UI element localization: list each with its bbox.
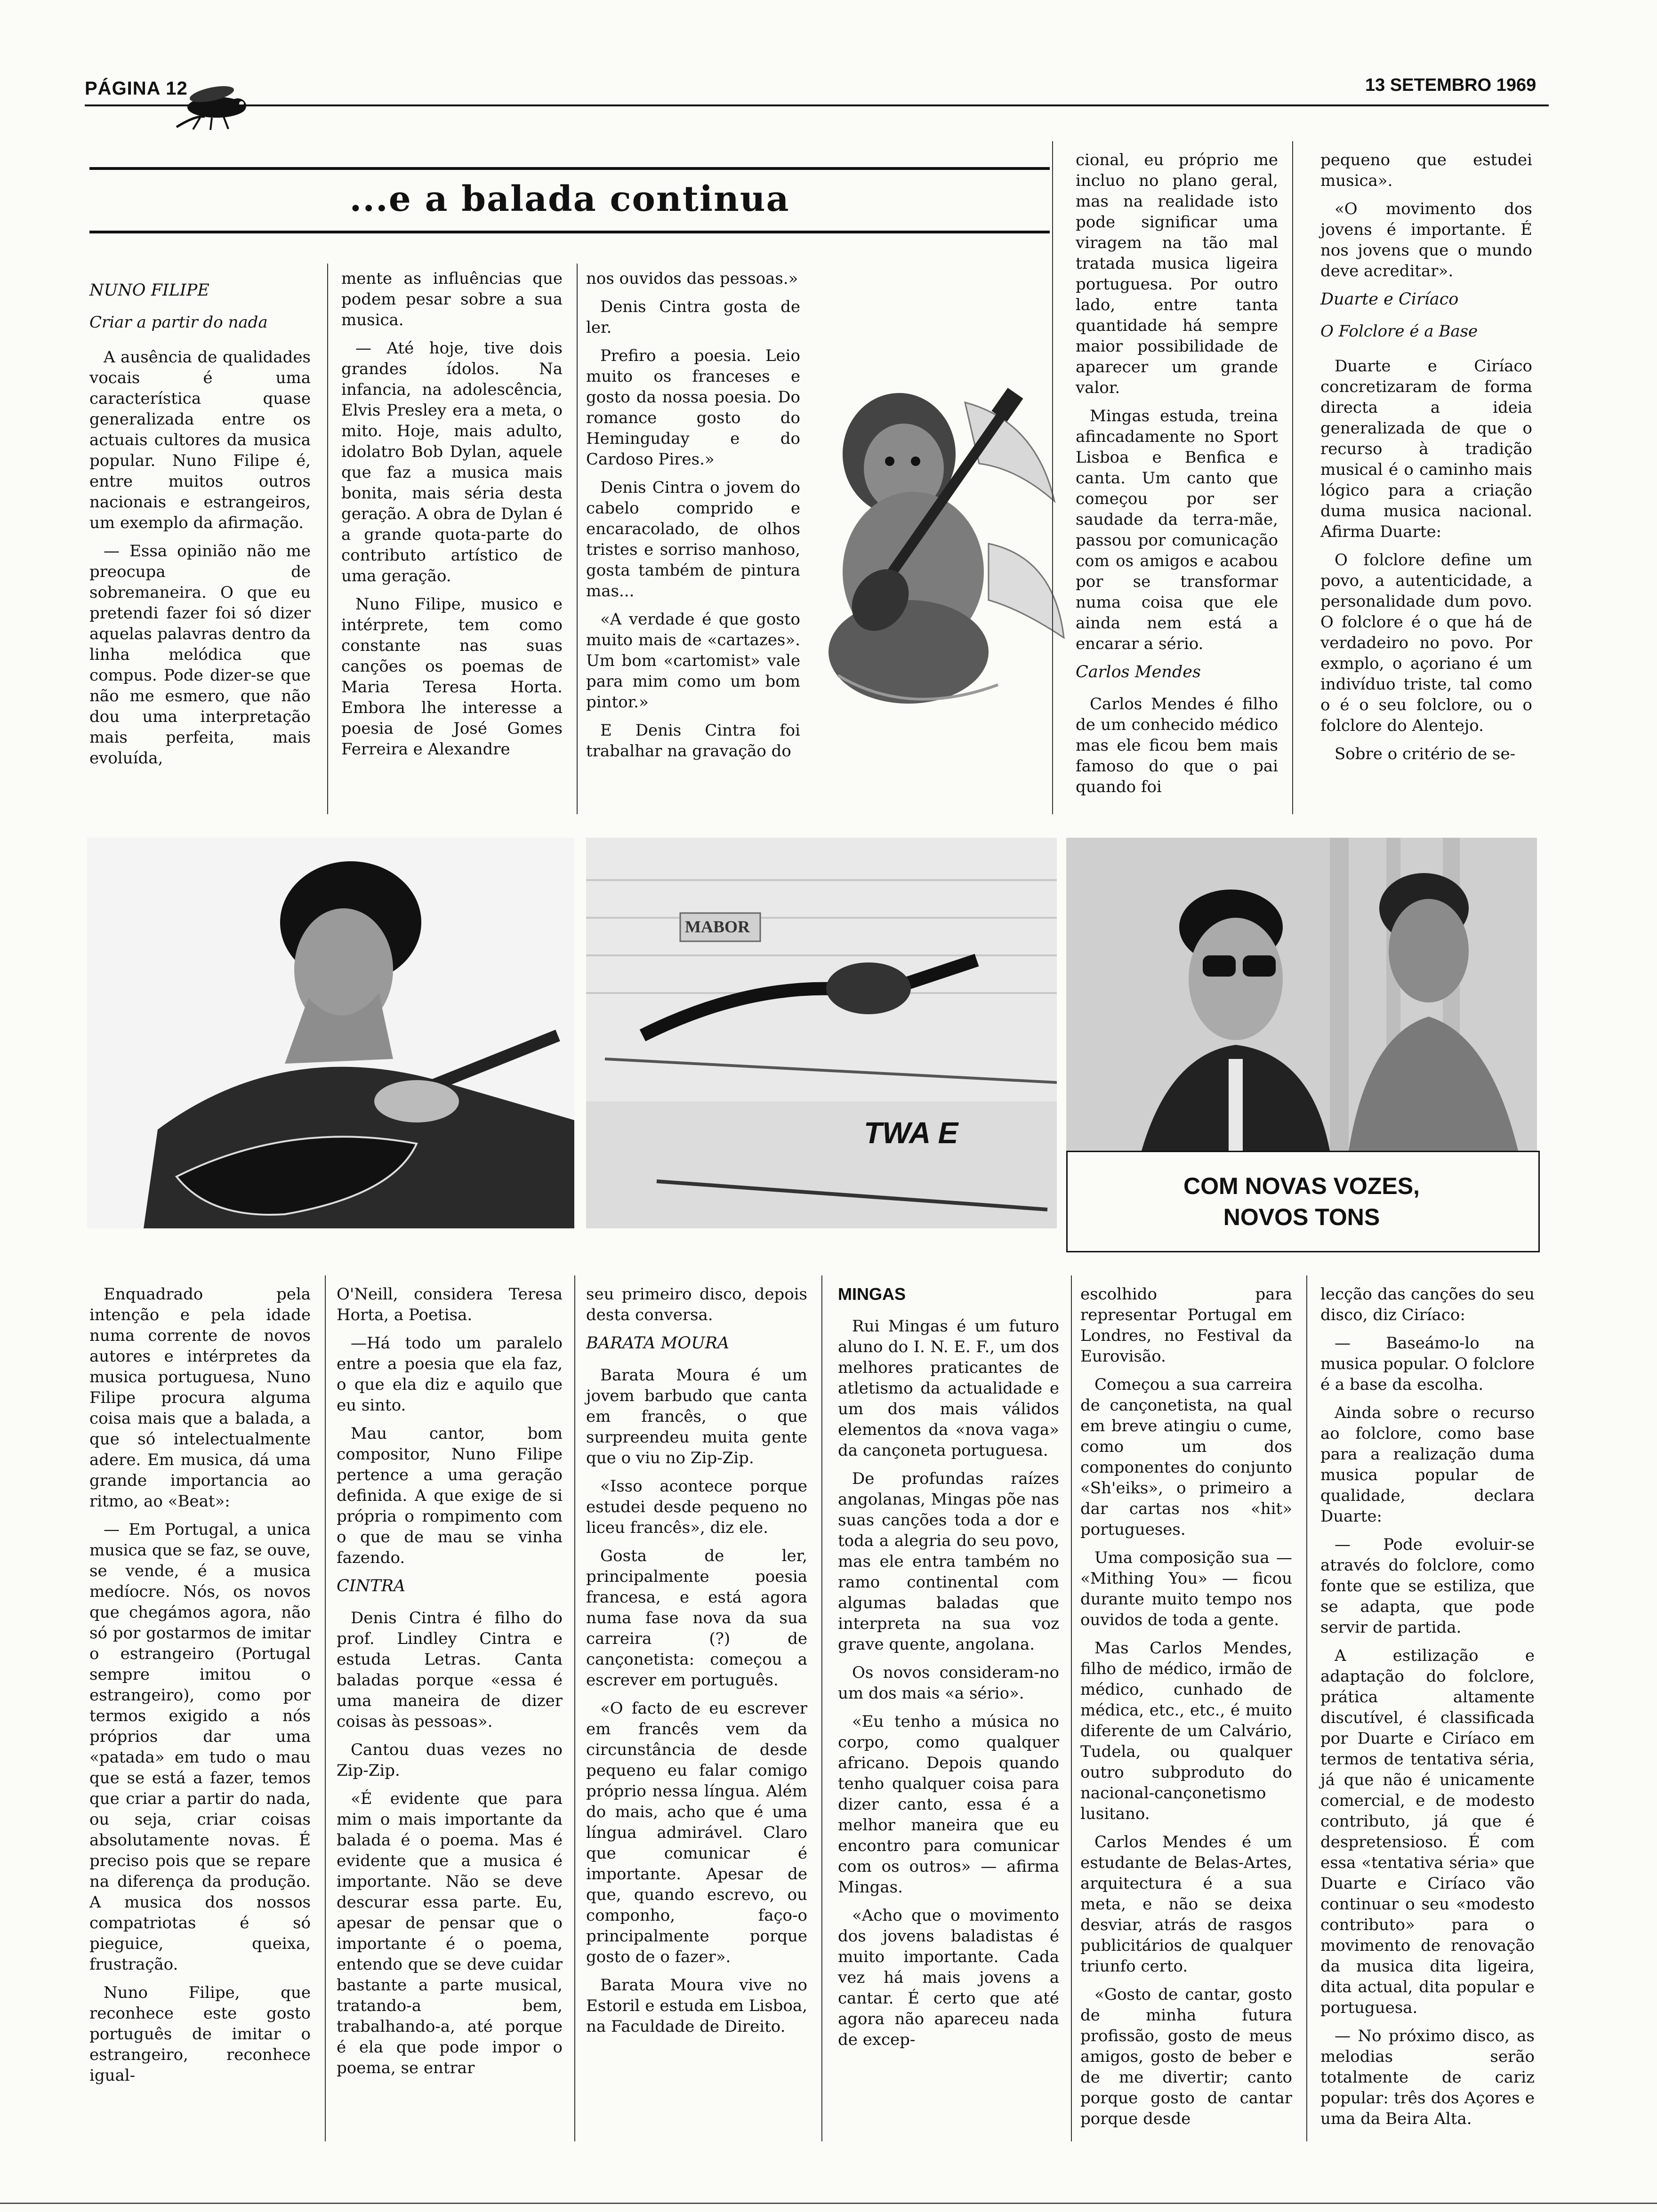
- issue-date: 13 SETEMBRO 1969: [1365, 75, 1536, 95]
- photo-caption-line-2: NOVOS TONS: [1223, 1204, 1380, 1230]
- lower-column-5: [1080, 1284, 1292, 2137]
- paragraph: Enquadrado pela intenção e pela idade numa corrente de novos autores e intérpretes da musica portuguesa, Nuno Filipe procura alguma coisa mais que a balada, a que só intelectualmente adere. Em musica, dá uma grande importancia ao ritmo, ao «Beat»:: [89, 1285, 311, 1511]
- column-rule: [821, 1275, 822, 2141]
- paragraph: — Baseámo-lo na musica popular. O folclore é a base da escolha.: [1320, 1334, 1535, 1394]
- column-rule: [577, 264, 578, 814]
- paragraph: — Em Portugal, a unica musica que se faz, se ouve, se vende, é a musica medíocre. Nós, os novos que chegámos agora, não só por gostarmos de imitar o estrangeiro (Portugal sempre imitou o estrangeiro), como por termos exigido a nós próprios dar uma «patada» em tudo o mau que se está a fazer, temos que criar a partir do nada, ou seja, criar coisas absolutamente novas. É preciso pois que se repare na diferença da produção. A musica dos nossos compatriotas é só pieguice, queixa, frustração.: [89, 1520, 311, 1974]
- duo-portrait-photo: [1066, 838, 1537, 1151]
- paragraph: — Pode evoluir-se através do folclore, como fonte que se estiliza, que se adapta, que pode servir de partida.: [1320, 1535, 1535, 1637]
- paragraph: —Há todo um paralelo entre a poesia que ela faz, o que ela diz e aquilo que eu sinto.: [337, 1334, 563, 1415]
- paragraph: Rui Mingas é um futuro aluno do I. N. E. F., um dos melhores praticantes de atletismo da actualidade e um dos mais válidos elementos da «nova vaga» da cançoneta portuguesa.: [838, 1317, 1059, 1460]
- paragraph: Mingas estuda, treina afincadamente no Sport Lisboa e Benfica e canta. Um canto que começou por ser saudade da terra-mãe, passou por comunicação com os amigos e acabou por se transformar numa coisa que ele ainda nem está a encarar a sério.: [1076, 407, 1278, 653]
- photo-caption-box: [1066, 1151, 1540, 1252]
- paragraph: Nuno Filipe, que reconhece este gosto português de imitar o estrangeiro, reconhece igual-: [89, 1983, 311, 2085]
- paragraph: Carlos Mendes é um estudante de Belas-Artes, arquitectura é a sua meta, e não se deixa desviar, atrás de rasgos publicitários de qualquer triunfo certo.: [1080, 1833, 1292, 1976]
- paragraph: Denis Cintra o jovem do cabelo comprido e encaracolado, de olhos tristes e sorriso manhoso, gosta também de pintura mas...: [586, 478, 800, 601]
- lower-column-4: [838, 1284, 1059, 2058]
- section-subheading: O Folclore é a Base: [1320, 322, 1478, 341]
- paragraph: cional, eu próprio me incluo no plano geral, mas na realidade isto pode significar uma viragem na tão mal tratada musica ligeira portuguesa. Por outro lado, entre tanta quantidade há sempre maior possibilidade de aparecer um grande valor.: [1076, 151, 1278, 397]
- upper-column-4: [1076, 150, 1278, 805]
- header-rule: [85, 104, 1549, 106]
- sign-mabor: MABOR: [685, 917, 750, 936]
- page-number: PÁGINA 12: [85, 78, 188, 99]
- column-rule: [1292, 141, 1293, 814]
- column-rule: [1052, 141, 1053, 814]
- column-rule: [574, 1275, 575, 2141]
- section-heading: MINGAS: [838, 1284, 906, 1304]
- paragraph: «É evidente que para mim o mais importante da balada é o poema. Mas é evidente que a musica é importante. Não se deve descurar essa parte. Eu, apesar de pensar que o importante é o poema, entendo que se deve cuidar bastante a parte musical, tratando-a bem, trabalhando-a, até porque é ela que pode impor o poema, se entrar: [337, 1789, 563, 2077]
- paragraph: lecção das canções do seu disco, diz Ciríaco:: [1320, 1285, 1535, 1324]
- section-heading: Duarte e Ciríaco: [1320, 290, 1459, 309]
- lower-column-1: [89, 1284, 311, 2093]
- paragraph: Duarte e Ciríaco concretizaram de forma directa a ideia generalizada de que o recurso à tradição musical é o caminho mais lógico para a criação duma musica nacional. Afirma Duarte:: [1320, 357, 1532, 541]
- paragraph: Denis Cintra é filho do prof. Lindley Cintra e estuda Letras. Canta baladas porque «essa é uma maneira de dizer coisas às pessoas».: [337, 1609, 563, 1731]
- upper-column-1: [89, 275, 311, 776]
- column-rule: [1306, 1275, 1307, 2141]
- photo-caption-line-1: COM NOVAS VOZES,: [1183, 1173, 1420, 1199]
- paragraph: A estilização e adaptação do folclore, prática altamente discutível, é classificada por Duarte e Ciríaco em termos de tentativa séria, já que não é unicamente comercial, e de modesto contributo, já que é despretensioso. É com essa «tentativa séria» que Duarte e Ciríaco vão continuar o seu «modesto contributo» para o movimento de renovação da musica dita ligeira, dita actual, dita popular e portuguesa.: [1320, 1646, 1535, 2017]
- cherub-guitar-illustration: [810, 346, 1073, 732]
- paragraph: E Denis Cintra foi trabalhar na gravação do: [586, 721, 800, 761]
- column-rule: [327, 264, 328, 814]
- section-heading: NUNO FILIPE: [89, 281, 209, 300]
- paragraph: Barata Moura é um jovem barbudo que canta em francês, o que surpreendeu muita gente que o viu no Zip-Zip.: [586, 1366, 807, 1467]
- paragraph: — Até hoje, tive dois grandes ídolos. Na infancia, na adolescência, Elvis Presley era a meta, o mito. Hoje, mais adulto, idolatro Bob Dylan, aquele que faz a musica mais bonita, mais séria desta geração. A obra de Dylan é a grande quota-parte do contributo artístico de uma geração.: [341, 339, 563, 585]
- paragraph: — Essa opinião não me preocupa de sobremaneira. O que eu pretendi fazer foi só dizer aquelas palavras dentro da linha melódica que compus. Pode dizer-se que não me esmero, que não dou uma interpretação mais perfeita, mais evoluída,: [89, 542, 311, 768]
- upper-column-2: [341, 268, 563, 767]
- lower-column-3: [586, 1284, 807, 2044]
- paragraph: Gosta de ler, principalmente poesia francesa, e está agora numa fase nova da sua carreira (?) de cançonetista: começou a escrever em português.: [586, 1547, 807, 1690]
- paragraph: Denis Cintra gosta de ler.: [586, 297, 800, 337]
- paragraph: O folclore define um povo, a autenticidade, a personalidade dum povo. O folclore é o que há de verdadeiro no povo. Por exmplo, o açoriano é um indivíduo triste, tal como o é o seu folclore, ou o folclore do Alentejo.: [1320, 551, 1532, 735]
- paragraph: mente as influências que podem pesar sobre a sua musica.: [341, 269, 563, 329]
- section-subheading: Criar a partir do nada: [89, 313, 268, 332]
- section-heading: Carlos Mendes: [1076, 663, 1201, 681]
- paragraph: De profundas raízes angolanas, Mingas põe nas suas canções toda a dor e toda a alegria do seu povo, mas ele entra também no ramo continental com algumas baladas que interpreta na sua voz grave quente, angolana.: [838, 1469, 1059, 1654]
- paragraph: Cantou duas vezes no Zip-Zip.: [337, 1740, 563, 1780]
- column-rule: [325, 1275, 326, 2141]
- lower-column-2: [337, 1284, 563, 2086]
- bottom-rule: [0, 2203, 1657, 2204]
- title-rule-bottom: [89, 231, 1050, 233]
- upper-column-3: [586, 268, 800, 769]
- paragraph: A ausência de qualidades vocais é uma característica quase generalizada entre os actuais cultores da musica popular. Nuno Filipe é, entre muitos outros nacionais e estrangeiros, um exemplo da afirmação.: [89, 348, 311, 532]
- paragraph: Mau cantor, bom compositor, Nuno Filipe pertence a uma geração definida. A que exige de si própria o rompimento com o que de mau se vinha fazendo.: [337, 1424, 563, 1567]
- paragraph: «Gosto de cantar, gosto de minha futura profissão, gosto de meus amigos, gosto de beber e de me divertir; canto porque gosto de cantar porque desde: [1080, 1985, 1292, 2128]
- section-heading: BARATA MOURA: [586, 1334, 730, 1353]
- paragraph: pequeno que estudei musica».: [1320, 151, 1532, 190]
- title-rule-top: [89, 167, 1050, 170]
- lower-column-6: [1320, 1284, 1535, 2137]
- paragraph: seu primeiro disco, depois desta conversa.: [586, 1285, 807, 1324]
- paragraph: O'Neill, considera Teresa Horta, a Poetisa.: [337, 1285, 563, 1324]
- paragraph: «Eu tenho a música no corpo, como qualquer africano. Depois quando tenho qualquer coisa para dizer canto, essa é a melhor maneira que eu encontro para comunicar com os outros» — afirma Mingas.: [838, 1712, 1059, 1897]
- guitarist-photo: [87, 838, 574, 1228]
- column-rule: [1071, 1275, 1072, 2141]
- paragraph: «O movimento dos jovens é importante. É nos jovens que o mundo deve acreditar».: [1320, 200, 1532, 281]
- paragraph: Prefiro a poesia. Leio muito os franceses e gosto da nossa poesia. Do romance gosto do Heminguday e do Cardoso Pires.»: [586, 346, 800, 469]
- paragraph: Nuno Filipe, musico e intérprete, tem como constante nas suas canções os poemas de Maria Teresa Horta. Embora lhe interesse a poesia de José Gomes Ferreira e Alexandre: [341, 595, 563, 759]
- paragraph: Barata Moura vive no Estoril e estuda em Lisboa, na Faculdade de Direito.: [586, 1976, 807, 2036]
- sign-twa: TWA E: [864, 1116, 958, 1150]
- high-jump-photo: [586, 838, 1057, 1228]
- upper-column-5: [1320, 150, 1532, 772]
- paragraph: «Acho que o movimento dos jovens baladistas é muito importante. Cada vez há mais jovens a cantar. É certo que até agora não apareceu nada de excep-: [838, 1906, 1059, 2049]
- paragraph: «A verdade é que gosto muito mais de «cartazes». Um bom «cartomist» vale para mim como um bom pintor.»: [586, 610, 800, 712]
- paragraph: Uma composição sua — «Mithing You» — ficou durante muito tempo nos ouvidos de toda a gente.: [1080, 1548, 1292, 1629]
- paragraph: Começou a sua carreira de cançonetista, na qual em breve atingiu o cume, como um dos componentes do conjunto «Sh'eiks», o primeiro a dar cartas nos «hit» portugueses.: [1080, 1375, 1292, 1539]
- paragraph: Carlos Mendes é filho de um conhecido médico mas ele ficou bem mais famoso do que o pai quando foi: [1076, 695, 1278, 796]
- article-title: ...e a balada continua: [349, 179, 790, 219]
- paragraph: Sobre o critério de se-: [1335, 745, 1516, 763]
- paragraph: «Isso acontece porque estudei desde pequeno no liceu francês», diz ele.: [586, 1477, 807, 1537]
- paragraph: Os novos consideram-no um dos mais «a sério».: [838, 1663, 1059, 1703]
- paragraph: «O facto de eu escrever em francês vem da circunstância de desde pequeno eu falar comigo próprio nessa língua. Além do mais, acho que é uma língua admirável. Claro que comunicar é importante. Apesar de que, quando escrevo, ou componho, faço-o principalmente porque gosto de o fazer».: [586, 1699, 807, 1966]
- paragraph: Ainda sobre o recurso ao folclore, como base para a realização duma musica popular de qualidade, declara Duarte:: [1320, 1403, 1535, 1526]
- paragraph: Mas Carlos Mendes, filho de médico, irmão de médico, cunhado de médica, etc., etc., é muito diferente de um Calvário, Tudela, ou qualquer outro subproduto do nacional-cançonetismo lusitano.: [1080, 1639, 1292, 1823]
- section-heading: CINTRA: [337, 1577, 406, 1595]
- paragraph: nos ouvidos das pessoas.»: [586, 269, 798, 288]
- paragraph: escolhido para representar Portugal em Londres, no Festival da Eurovisão.: [1080, 1285, 1292, 1366]
- paragraph: — No próximo disco, as melodias serão totalmente de cariz popular: três dos Açores e uma da Beira Alta.: [1320, 2027, 1535, 2128]
